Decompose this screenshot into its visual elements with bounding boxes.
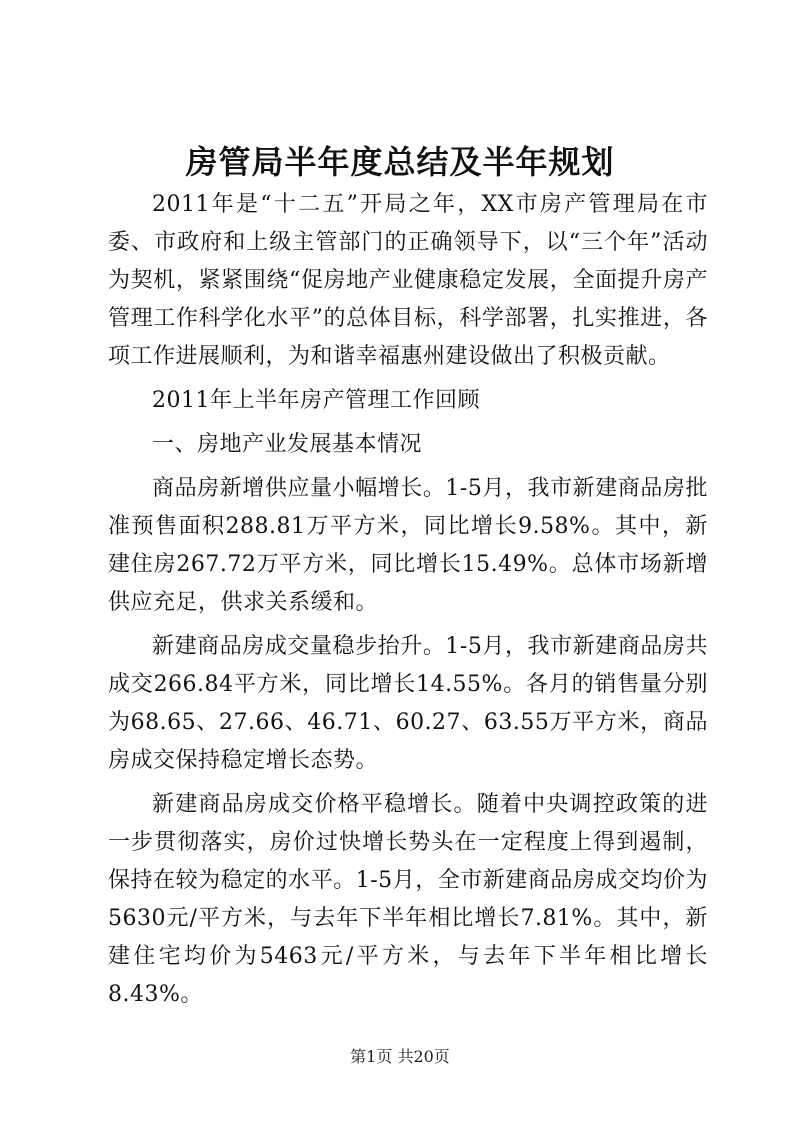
page-number-footer: 第1页 共20页 bbox=[350, 1047, 450, 1066]
paragraph-transactions: 新建商品房成交量稳步抬升。1-5月，我市新建商品房共成交266.84平方米，同比增长14.55%。各月的销售量分别为68.65、27.66、46.71、60.27、63.55万平方米，商品房成交保持稳定增长态势。 bbox=[108, 634, 708, 773]
paragraph-intro: 2011年是“十二五”开局之年，XX市房产管理局在市委、市政府和上级主管部门的正确领导下，以“三个年”活动为契机，紧紧围绕“促房地产业健康稳定发展，全面提升房产管理工作科学化水平”的总体目标，科学部署，扎实推进，各项工作进展顺利，为和谐幸福惠州建设做出了积极贡献。 bbox=[108, 192, 708, 369]
section-heading-basic-situation: 一、房地产业发展基本情况 bbox=[152, 432, 423, 457]
paragraph-prices: 新建商品房成交价格平稳增长。随着中央调控政策的进一步贯彻落实，房价过快增长势头在一定程度上得到遏制，保持在较为稳定的水平。1-5月，全市新建商品房成交均价为5630元/平方米，与去年下半年相比增长7.81%。其中，新建住宅均价为5463元/平方米，与去年下半年相比增长8.43%。 bbox=[108, 792, 708, 1007]
paragraph-supply: 商品房新增供应量小幅增长。1-5月，我市新建商品房批准预售面积288.81万平方米，同比增长9.58%。其中，新建住房267.72万平方米，同比增长15.49%。总体市场新增供应充足，供求关系缓和。 bbox=[108, 476, 708, 615]
section-heading-review: 2011年上半年房产管理工作回顾 bbox=[152, 388, 480, 413]
document-body bbox=[108, 186, 708, 1014]
document-title: 房管局半年度总结及半年规划 bbox=[185, 143, 615, 181]
